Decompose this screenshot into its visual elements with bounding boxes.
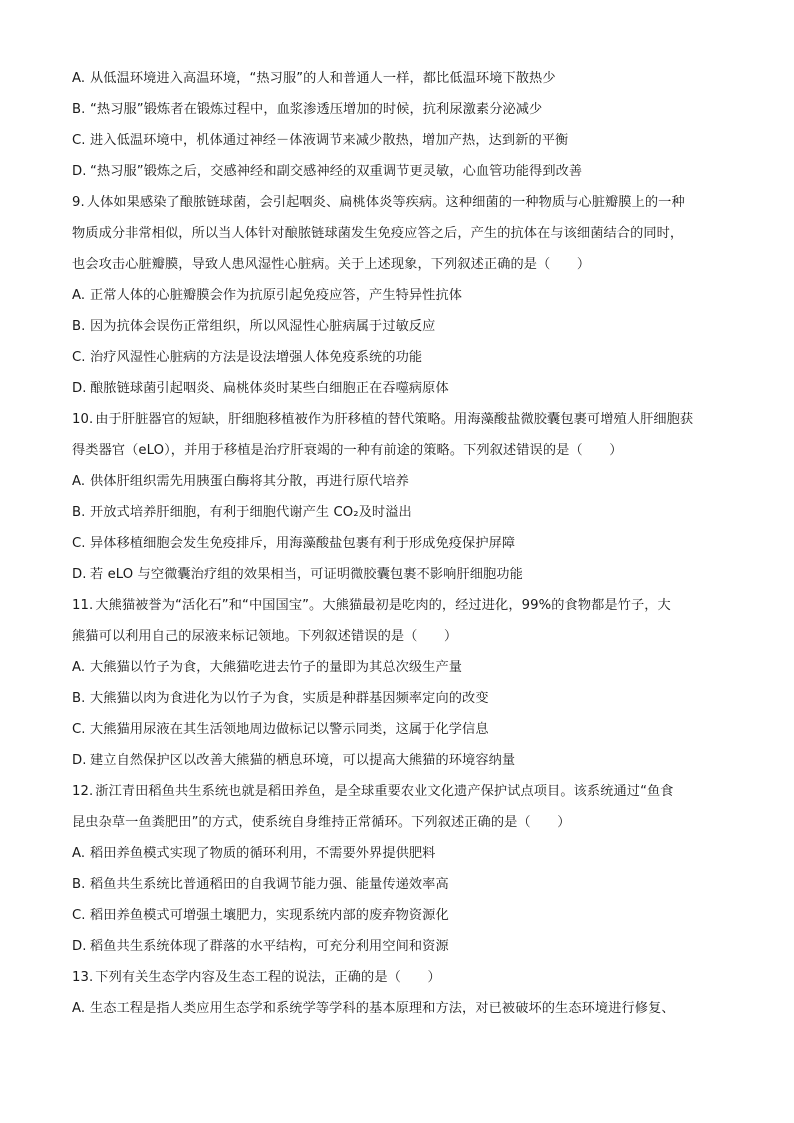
- q12-stem-line-2: 昆虫杂草一鱼粪肥田”的方式，使系统自身维持正常循环。下列叙述正确的是（ ）: [72, 815, 571, 830]
- stem-text: 大熊猫被誉为“活化石”和“中国国宝”。大熊猫最初是吃肉的，经过进化，99%的食物都是竹子，大: [95, 598, 671, 613]
- option-letter: A.: [72, 846, 86, 861]
- option-letter: A.: [72, 71, 86, 86]
- q9-option-a: [72, 280, 726, 311]
- option-text: 酿脓链球菌引起咽炎、扁桃体炎时某些白细胞正在吞噬病原体: [90, 381, 449, 396]
- option-letter: A.: [72, 474, 86, 489]
- option-text: 生态工程是指人类应用生态学和系统学等学科的基本原理和方法，对已被破坏的生态环境进行修复、: [90, 1001, 675, 1016]
- option-text: 因为抗体会误伤正常组织，所以风湿性心脏病属于过敏反应: [90, 319, 436, 334]
- q11-option-a: [72, 652, 726, 683]
- q9-option-d: [72, 373, 726, 404]
- question-number: 10.: [72, 412, 94, 427]
- option-text: 异体移植细胞会发生免疫排斥，用海藻酸盐包裹有利于形成免疫保护屏障: [90, 536, 516, 551]
- q10-option-b: [72, 497, 726, 528]
- option-text: 治疗风湿性心脏病的方法是设法增强人体免疫系统的功能: [90, 350, 423, 365]
- option-text: 稻鱼共生系统比普通稻田的自我调节能力强、能量传递效率高: [90, 877, 449, 892]
- question-number: 9.: [72, 195, 85, 210]
- option-letter: C.: [72, 133, 86, 148]
- q8-option-c: [72, 125, 726, 156]
- q12-option-b: [72, 869, 726, 900]
- exam-content: [72, 63, 726, 1024]
- question-number: 12.: [72, 784, 94, 799]
- option-letter: B.: [72, 505, 86, 520]
- option-text: 稻鱼共生系统体现了群落的水平结构，可充分利用空间和资源: [90, 939, 449, 954]
- option-letter: A.: [72, 1001, 86, 1016]
- q9-option-c: [72, 342, 726, 373]
- option-letter: B.: [72, 102, 86, 117]
- option-text: 从低温环境进入高温环境，“热习服”的人和普通人一样，都比低温环境下散热少: [90, 71, 556, 86]
- q12-option-d: [72, 931, 726, 962]
- q9-stem-line-1: [72, 187, 726, 218]
- q11-option-b: [72, 683, 726, 714]
- stem-text: 由于肝脏器官的短缺，肝细胞移植被作为肝移植的替代策略。用海藻酸盐微胶囊包裹可增殖人肝细胞获: [95, 412, 694, 427]
- option-letter: D.: [72, 381, 87, 396]
- option-letter: D.: [72, 753, 87, 768]
- option-text: 若 eLO 与空微囊治疗组的效果相当，可证明微胶囊包裹不影响肝细胞功能: [90, 567, 523, 582]
- q9-stem-line-3: 也会攻击心脏瓣膜，导致人患风湿性心脏病。关于上述现象，下列叙述正确的是（ ）: [72, 257, 591, 272]
- q10-option-c: [72, 528, 726, 559]
- option-text: 大熊猫用尿液在其生活领地周边做标记以警示同类，这属于化学信息: [90, 722, 489, 737]
- option-text: 大熊猫以肉为食进化为以竹子为食，实质是种群基因频率定向的改变: [90, 691, 489, 706]
- stem-text: 人体如果感染了酿脓链球菌，会引起咽炎、扁桃体炎等疾病。这种细菌的一种物质与心脏瓣膜上的一种: [86, 195, 685, 210]
- option-text: 稻田养鱼模式可增强土壤肥力，实现系统内部的废弃物资源化: [90, 908, 449, 923]
- option-text: 正常人体的心脏瓣膜会作为抗原引起免疫应答，产生特异性抗体: [90, 288, 463, 303]
- option-letter: A.: [72, 660, 86, 675]
- option-text: 开放式培养肝细胞，有利于细胞代谢产生 CO₂及时溢出: [90, 505, 412, 520]
- option-letter: B.: [72, 877, 86, 892]
- question-number: 13.: [72, 970, 94, 985]
- q11-stem-line-2: 熊猫可以利用自己的尿液来标记领地。下列叙述错误的是（ ）: [72, 629, 458, 644]
- q8-option-b: [72, 94, 726, 125]
- q11-option-c: [72, 714, 726, 745]
- q12-option-c: [72, 900, 726, 931]
- q12-stem-line-1: [72, 776, 726, 807]
- option-letter: C.: [72, 350, 86, 365]
- option-text: 建立自然保护区以改善大熊猫的栖息环境，可以提高大熊猫的环境容纳量: [90, 753, 516, 768]
- q10-stem-line-2: 得类器官（eLO），并用于移植是治疗肝衰竭的一种有前途的策略。下列叙述错误的是（ ）: [72, 443, 623, 458]
- q10-stem-line-1: [72, 404, 726, 435]
- question-number: 11.: [72, 598, 94, 613]
- q13-option-a: [72, 993, 726, 1024]
- q9-stem-line-2: 物质成分非常相似，所以当人体针对酿脓链球菌发生免疫应答之后，产生的抗体在与该细菌结合的同时，: [72, 226, 684, 241]
- q10-option-d: [72, 559, 726, 590]
- q8-option-a: [72, 63, 726, 94]
- option-text: 进入低温环境中，机体通过神经－体液调节来减少散热，增加产热，达到新的平衡: [90, 133, 569, 148]
- q11-stem-line-1: [72, 590, 726, 621]
- option-letter: C.: [72, 536, 86, 551]
- stem-text: 浙江青田稻鱼共生系统也就是稻田养鱼，是全球重要农业文化遗产保护试点项目。该系统通过“鱼食: [95, 784, 674, 799]
- option-letter: B.: [72, 691, 86, 706]
- q8-option-d: [72, 156, 726, 187]
- option-text: 供体肝组织需先用胰蛋白酶将其分散，再进行原代培养: [90, 474, 409, 489]
- q13-stem-line-1: [72, 962, 726, 993]
- q10-option-a: [72, 466, 726, 497]
- option-text: “热习服”锻炼者在锻炼过程中，血浆渗透压增加的时候，抗利尿激素分泌减少: [90, 102, 543, 117]
- option-text: 稻田养鱼模式实现了物质的循环利用，不需要外界提供肥料: [90, 846, 436, 861]
- q12-option-a: [72, 838, 726, 869]
- option-text: “热习服”锻炼之后，交感神经和副交感神经的双重调节更灵敏，心血管功能得到改善: [90, 164, 583, 179]
- option-letter: C.: [72, 722, 86, 737]
- option-letter: B.: [72, 319, 86, 334]
- stem-text: 下列有关生态学内容及生态工程的说法，正确的是（ ）: [95, 970, 441, 985]
- option-letter: A.: [72, 288, 86, 303]
- option-letter: D.: [72, 939, 87, 954]
- option-letter: D.: [72, 164, 87, 179]
- option-text: 大熊猫以竹子为食，大熊猫吃进去竹子的量即为其总次级生产量: [90, 660, 463, 675]
- option-letter: D.: [72, 567, 87, 582]
- option-letter: C.: [72, 908, 86, 923]
- q11-option-d: [72, 745, 726, 776]
- q9-option-b: [72, 311, 726, 342]
